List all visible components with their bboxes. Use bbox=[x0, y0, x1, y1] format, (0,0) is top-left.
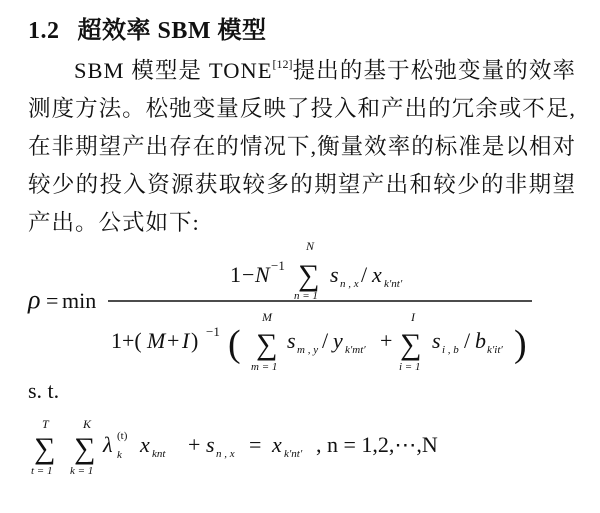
den-b-sub: k′it′ bbox=[487, 344, 503, 356]
den-plus2: + bbox=[380, 328, 393, 353]
den-s2: s bbox=[432, 328, 441, 353]
num-sum-sign: ∑ bbox=[298, 259, 320, 292]
con-plus: + bbox=[188, 432, 201, 457]
num-s: s bbox=[330, 262, 339, 287]
den-y-sub: k′mt′ bbox=[345, 344, 366, 356]
section-title: 超效率 SBM 模型 bbox=[77, 18, 267, 44]
con-s: s bbox=[206, 432, 215, 457]
num-N: N bbox=[255, 262, 270, 287]
den-big-lparen: ( bbox=[228, 323, 241, 365]
den-sum1-sign: ∑ bbox=[256, 328, 278, 361]
num-s-sub: n , x bbox=[340, 278, 359, 290]
num-slash: / bbox=[361, 262, 368, 287]
section-number: 1.2 bbox=[28, 18, 60, 44]
con-sum2-lower: k = 1 bbox=[70, 465, 94, 477]
den-M: M bbox=[147, 328, 166, 353]
den-I: I bbox=[182, 328, 190, 353]
min-operator: min bbox=[62, 288, 97, 313]
den-s1: s bbox=[287, 328, 296, 353]
den-slash1: / bbox=[322, 328, 329, 353]
con-sum1-sign: ∑ bbox=[34, 432, 56, 465]
paragraph-text-start: SBM 模型是 TONE bbox=[74, 58, 273, 83]
con-rhs-x: x bbox=[272, 432, 282, 457]
con-lambda-sup: (t) bbox=[117, 430, 128, 442]
num-sum-upper: N bbox=[306, 239, 315, 253]
rho-symbol: ρ bbox=[28, 285, 41, 314]
con-sum1-upper: T bbox=[42, 417, 49, 431]
den-inverse-exp: −1 bbox=[206, 324, 220, 339]
den-one-plus-paren: 1+( bbox=[111, 328, 142, 353]
den-sum2-sign: ∑ bbox=[400, 328, 422, 361]
constraint-label: s. t. bbox=[28, 378, 60, 403]
citation-ref[interactable]: [12] bbox=[272, 56, 293, 71]
den-y: y bbox=[333, 328, 343, 353]
den-sum2-lower: i = 1 bbox=[399, 361, 421, 373]
den-big-rparen: ) bbox=[514, 323, 527, 365]
con-equals: = bbox=[249, 432, 262, 457]
den-sum1-upper: M bbox=[262, 310, 272, 324]
equals-sign: = bbox=[46, 288, 59, 313]
num-minus: − bbox=[242, 262, 255, 287]
con-lambda: λ bbox=[103, 432, 113, 457]
con-x: x bbox=[140, 432, 150, 457]
con-sum2-sign: ∑ bbox=[74, 432, 96, 465]
den-plus: + bbox=[167, 328, 180, 353]
num-one: 1 bbox=[230, 262, 241, 287]
con-x-sub: knt bbox=[152, 448, 166, 460]
den-close-paren: ) bbox=[191, 328, 199, 353]
con-s-sub: n , x bbox=[216, 448, 235, 460]
con-lambda-sub: k bbox=[117, 449, 122, 461]
den-slash2: / bbox=[464, 328, 471, 353]
num-sum-lower: n = 1 bbox=[294, 290, 318, 302]
paragraph-text-rest: 提出的基于松弛变量的效率测度方法。松弛变量反映了投入和产出的冗余或不足,在非期望产出存在的情况下,衡量效率的标准是以相对较少的投入资源获取较多的期望产出和较少的非期望产出。公式如下: bbox=[28, 58, 576, 235]
con-index-range: , n = 1,2,⋯,N bbox=[316, 432, 438, 457]
num-x: x bbox=[372, 262, 382, 287]
den-sum2-upper: I bbox=[411, 310, 415, 324]
con-sum2-upper: K bbox=[83, 417, 92, 431]
den-sum1-lower: m = 1 bbox=[251, 361, 278, 373]
num-x-sub: k′nt′ bbox=[384, 278, 403, 290]
den-s1-sub: m , y bbox=[297, 344, 319, 356]
num-inverse-exp: −1 bbox=[271, 258, 285, 273]
den-b: b bbox=[475, 328, 486, 353]
con-sum1-lower: t = 1 bbox=[31, 465, 53, 477]
con-rhs-x-sub: k′nt′ bbox=[284, 448, 303, 460]
den-s2-sub: i , b bbox=[442, 344, 459, 356]
